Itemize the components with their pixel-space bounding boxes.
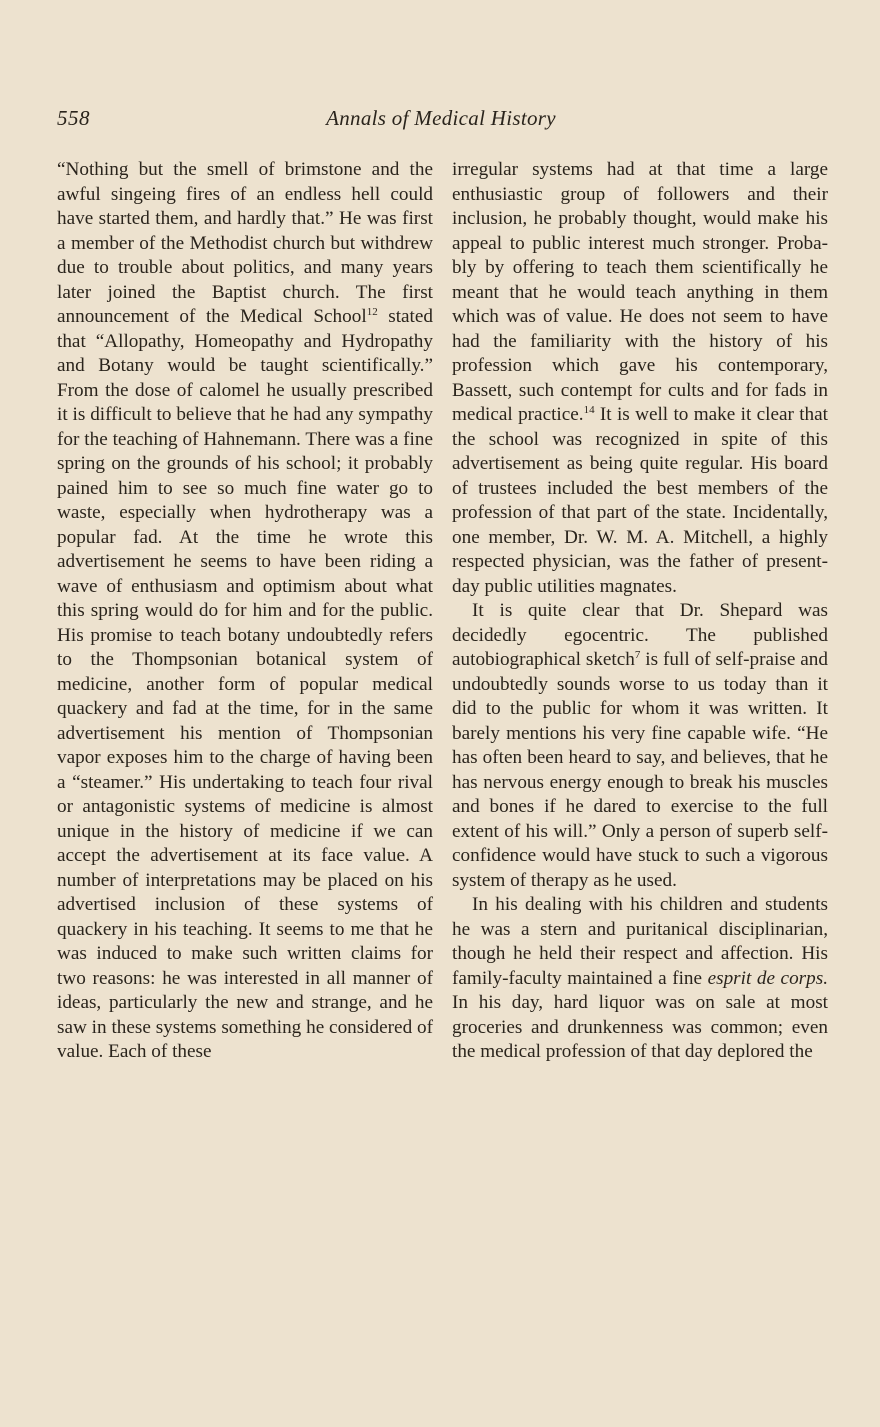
- left-column: [57, 158, 433, 1065]
- paragraph: [452, 599, 828, 893]
- paragraph-text: irregular systems had at that time a large enthusiastic group of followers and their inclusion, he probably thought, would make his appeal to public interest much stronger. Probably by offering to teach them scientifically he meant that he would teach anything in them which was of value. He does not seem to have had the familiarity with the history of his profession which gave his contemporary, Bassett, such contempt for cults and for fads in medical practice.: [452, 159, 828, 425]
- paragraph: [57, 158, 433, 1065]
- page-header: [57, 106, 825, 136]
- paragraph-text: It is quite clear that Dr. Shepard was decidedly egocentric. The published autobiographical sketch: [452, 600, 828, 670]
- paragraph-text: “Nothing but the smell of brimstone and the awful singeing fires of an endless hell could have started them, and hardly that.” He was first a member of the Methodist church but withdrew due to trouble about politics, and many years later joined the Baptist church. The first announcement of the Medical School: [57, 159, 433, 327]
- footnote-ref: 7: [634, 649, 641, 661]
- page-number: 558: [57, 106, 90, 130]
- paragraph-text: In his dealing with his children and students he was a stern and puritanical disciplinarian, though he held their respect and affection. His family-faculty maintained a fine: [452, 894, 828, 989]
- running-title: Annals of Medical History: [326, 106, 556, 130]
- footnote-ref: 14: [583, 404, 595, 416]
- paragraph-text: In his day, hard liquor was on sale at most groceries and drunkenness was common; even the medical profession of that day deplored the: [452, 992, 828, 1062]
- paragraph-text: is full of self-praise and undoubtedly sounds worse to us today than it did to the public for whom it was written. It barely mentions his very fine capable wife. “He has often been heard to say, and believes, that he has nervous energy enough to break his muscles and bones if he dared to exercise to the full extent of his will.” Only a person of superb self-confidence would have stuck to such a vigorous system of therapy as he used.: [452, 649, 828, 891]
- italic-phrase: esprit de corps.: [707, 967, 828, 989]
- paragraph-text: stated that “Allopathy, Homeopathy and Hydropathy and Botany would be taught scientifically.” From the dose of calomel he usually prescribed it is difficult to believe that he had any sympathy for the teaching of Hahnemann. There was a fine spring on the grounds of his school; it probably pained him to see so much fine water go to waste, especially when hydrotherapy was a popular fad. At the time he wrote this advertisement he seems to have been riding a wave of enthusiasm and optimism about what this spring would do for him and for the public. His promise to teach botany undoubtedly refers to the Thompsonian botanical system of medicine, another form of popular medical quackery and fad at the time, for in the same advertisement his mention of Thompsonian vapor exposes him to the charge of having been a “steamer.” His undertaking to teach four rival or antagonistic systems of medicine is almost unique in the history of medicine if we can accept the advertisement at its face value. A number of interpretations may be placed on his advertised inclusion of these systems of quackery in his teaching. It seems to me that he was induced to make such written claims for two reasons: he was interested in all manner of ideas, particularly the new and strange, and he saw in these systems something he considered of value. Each of these: [57, 306, 433, 1062]
- paragraph: [452, 893, 828, 1065]
- footnote-ref: 12: [366, 306, 378, 318]
- paragraph: [452, 158, 828, 599]
- right-column: [452, 158, 828, 1065]
- paragraph-text: It is well to make it clear that the school was recognized in spite of this advertisement as being quite regular. His board of trustees included the best members of the profession of that part of the state. Incidentally, one member, Dr. W. M. A. Mitchell, a highly respected physician, was the father of present-day public utilities magnates.: [452, 404, 828, 597]
